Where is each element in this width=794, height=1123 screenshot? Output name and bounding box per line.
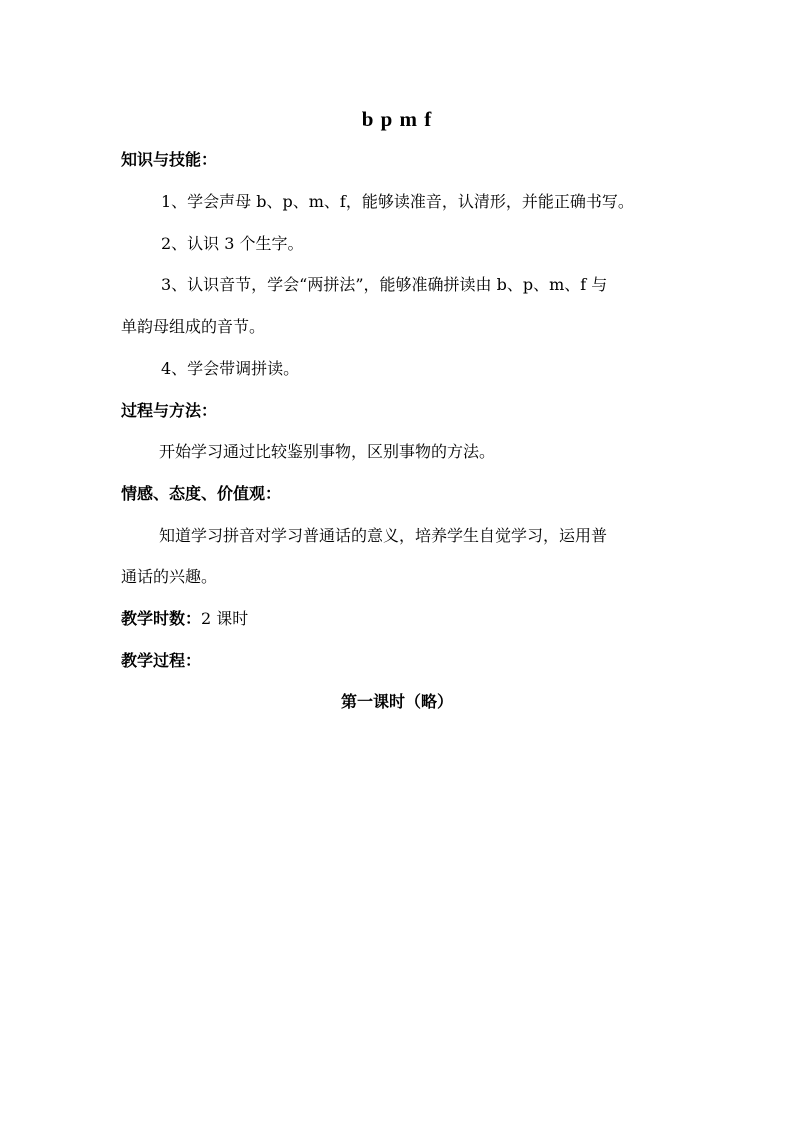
- process-method-text: 开始学习通过比较鉴别事物，区别事物的方法。: [159, 442, 496, 461]
- process-method-heading: 过程与方法：: [121, 401, 218, 420]
- first-lesson-title: 第一课时（略）: [340, 692, 453, 711]
- emotion-attitude-values-heading: 情感、态度、价值观：: [121, 484, 282, 503]
- teaching-hours-label: 教学时数：: [121, 609, 202, 628]
- knowledge-skills-heading: 知识与技能：: [121, 150, 218, 169]
- teaching-process-heading: 教学过程：: [121, 651, 202, 670]
- knowledge-item-4: 4、学会带调拼读。: [161, 359, 300, 378]
- knowledge-item-3: 3、认识音节，学会“两拼法”，能够准确拼读由 b、p、m、f 与: [161, 275, 608, 294]
- emotion-text-line-2: 通话的兴趣。: [121, 567, 218, 586]
- knowledge-item-1: 1、学会声母 b、p、m、f，能够读准音，认清形，并能正确书写。: [161, 192, 634, 211]
- knowledge-item-3-continued: 单韵母组成的音节。: [121, 317, 266, 336]
- document-title: b p m f: [361, 107, 433, 131]
- knowledge-item-2: 2、认识 3 个生字。: [161, 234, 304, 253]
- teaching-hours-value: 2 课时: [201, 609, 249, 628]
- emotion-text-line-1: 知道学习拼音对学习普通话的意义，培养学生自觉学习，运用普: [159, 526, 608, 545]
- teaching-hours: [121, 609, 248, 629]
